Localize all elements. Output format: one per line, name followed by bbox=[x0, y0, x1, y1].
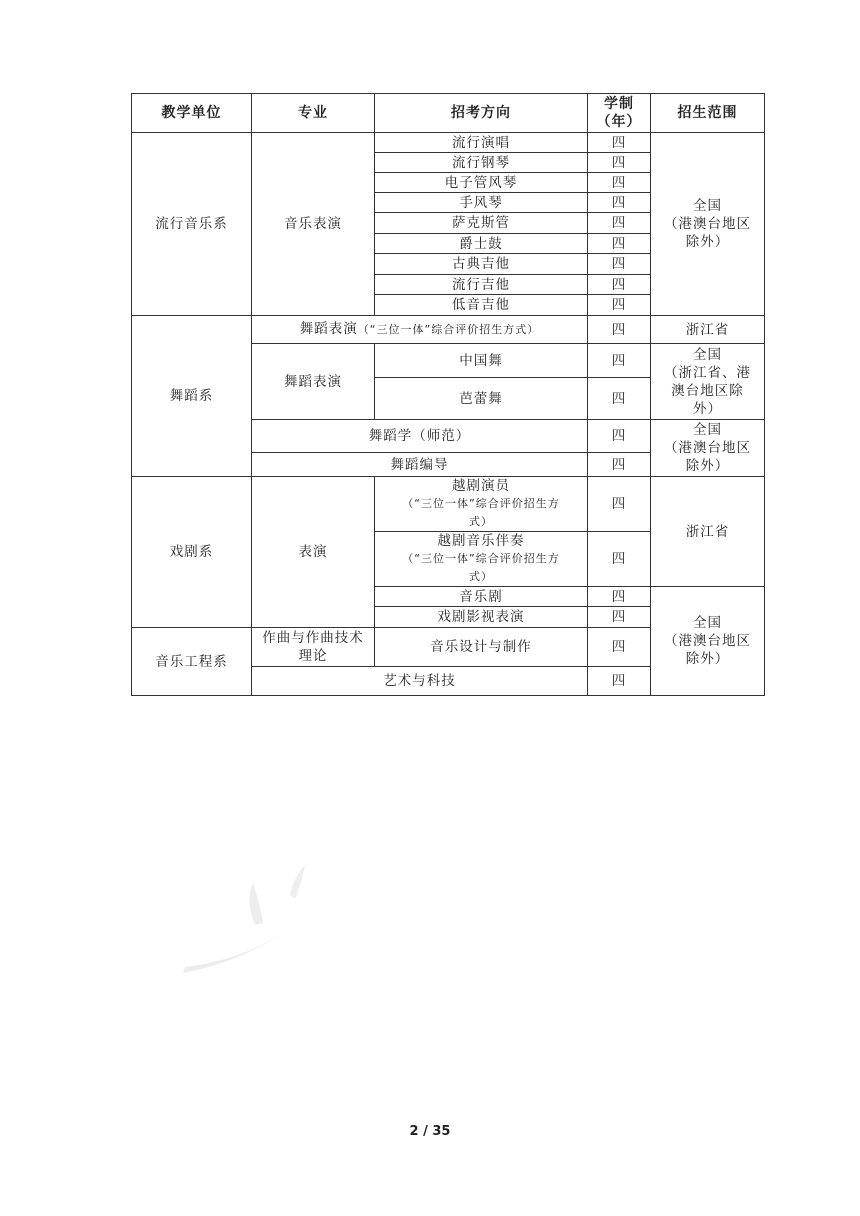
scope-line: 全国 bbox=[693, 615, 722, 631]
scope-line: （港澳台地区 bbox=[664, 633, 751, 649]
years-cell: 四 bbox=[588, 153, 651, 173]
scope-line: （浙江省、港 bbox=[664, 364, 751, 381]
years-cell: 四 bbox=[588, 316, 651, 344]
scope-line: 除外） bbox=[685, 651, 730, 667]
header-row bbox=[132, 94, 765, 133]
scope-line: 除外） bbox=[685, 234, 730, 250]
scope-cell bbox=[651, 587, 765, 696]
major-cell bbox=[252, 316, 588, 344]
direction-cell: 音乐设计与制作 bbox=[375, 628, 588, 667]
major-cell: 表演 bbox=[252, 477, 375, 628]
unit-cell: 流行音乐系 bbox=[132, 133, 252, 316]
major-line: 理论 bbox=[298, 648, 328, 664]
direction-note: （“三位一体”综合评价招生方 bbox=[402, 552, 560, 565]
scope-cell bbox=[651, 420, 765, 477]
major-text: 舞蹈表演 bbox=[299, 321, 358, 337]
direction-note: 式） bbox=[469, 515, 493, 528]
table-row bbox=[132, 133, 765, 153]
direction-cell: 流行演唱 bbox=[375, 133, 588, 153]
header-years bbox=[588, 94, 651, 133]
scope-line: （港澳台地区 bbox=[664, 216, 751, 232]
scope-line: 澳台地区除 bbox=[671, 382, 744, 399]
scope-line: 除外） bbox=[685, 458, 730, 474]
direction-cell: 低音吉他 bbox=[375, 295, 588, 316]
direction-cell: 爵士鼓 bbox=[375, 234, 588, 254]
header-major: 专业 bbox=[252, 94, 375, 133]
direction-cell: 流行吉他 bbox=[375, 275, 588, 295]
direction-cell: 古典吉他 bbox=[375, 254, 588, 275]
years-cell: 四 bbox=[588, 193, 651, 213]
table-row bbox=[132, 316, 765, 344]
table-row bbox=[132, 477, 765, 532]
years-cell: 四 bbox=[588, 532, 651, 587]
scope-line: （港澳台地区 bbox=[664, 440, 751, 456]
years-cell: 四 bbox=[588, 344, 651, 378]
direction-cell: 音乐剧 bbox=[375, 587, 588, 607]
header-years-line1: 学制 bbox=[604, 96, 634, 112]
years-cell: 四 bbox=[588, 295, 651, 316]
years-cell: 四 bbox=[588, 213, 651, 234]
header-direction: 招考方向 bbox=[375, 94, 588, 133]
scope-line: 全国 bbox=[693, 346, 722, 363]
major-cell bbox=[252, 628, 375, 667]
major-cell: 音乐表演 bbox=[252, 133, 375, 316]
unit-cell: 舞蹈系 bbox=[132, 316, 252, 477]
direction-cell: 芭蕾舞 bbox=[375, 378, 588, 420]
header-unit: 教学单位 bbox=[132, 94, 252, 133]
years-cell: 四 bbox=[588, 453, 651, 477]
scope-cell bbox=[651, 133, 765, 316]
watermark-brush-icon bbox=[175, 855, 315, 985]
years-cell: 四 bbox=[588, 587, 651, 607]
years-cell: 四 bbox=[588, 667, 651, 696]
major-cell: 舞蹈编导 bbox=[252, 453, 588, 477]
major-note: （“三位一体”综合评价招生方式） bbox=[357, 323, 540, 336]
scope-line: 全国 bbox=[693, 422, 722, 438]
header-scope: 招生范围 bbox=[651, 94, 765, 133]
years-cell: 四 bbox=[588, 628, 651, 667]
direction-note: 式） bbox=[469, 570, 493, 583]
years-cell: 四 bbox=[588, 378, 651, 420]
major-line: 作曲与作曲技术 bbox=[262, 630, 364, 646]
scope-cell: 浙江省 bbox=[651, 316, 765, 344]
unit-cell: 戏剧系 bbox=[132, 477, 252, 628]
major-cell: 艺术与科技 bbox=[252, 667, 588, 696]
years-cell: 四 bbox=[588, 607, 651, 628]
direction-cell bbox=[375, 532, 588, 587]
direction-cell: 流行钢琴 bbox=[375, 153, 588, 173]
years-cell: 四 bbox=[588, 173, 651, 193]
direction-text: 越剧音乐伴奏 bbox=[437, 533, 525, 549]
direction-cell: 中国舞 bbox=[375, 344, 588, 378]
years-cell: 四 bbox=[588, 234, 651, 254]
scope-line: 外） bbox=[693, 400, 722, 417]
scope-cell: 浙江省 bbox=[651, 477, 765, 587]
years-cell: 四 bbox=[588, 254, 651, 275]
scope-cell bbox=[651, 344, 765, 420]
direction-cell bbox=[375, 477, 588, 532]
header-years-line2: （年） bbox=[596, 114, 642, 130]
scope-line: 全国 bbox=[693, 198, 722, 214]
years-cell: 四 bbox=[588, 133, 651, 153]
direction-cell: 电子管风琴 bbox=[375, 173, 588, 193]
major-cell: 舞蹈表演 bbox=[252, 344, 375, 420]
direction-cell: 戏剧影视表演 bbox=[375, 607, 588, 628]
years-cell: 四 bbox=[588, 477, 651, 532]
years-cell: 四 bbox=[588, 420, 651, 453]
direction-cell: 萨克斯管 bbox=[375, 213, 588, 234]
page-number: 2 / 35 bbox=[409, 1124, 451, 1139]
major-cell: 舞蹈学（师范） bbox=[252, 420, 588, 453]
direction-note: （“三位一体”综合评价招生方 bbox=[402, 497, 560, 510]
enrollment-table bbox=[131, 93, 765, 696]
direction-cell: 手风琴 bbox=[375, 193, 588, 213]
unit-cell: 音乐工程系 bbox=[132, 628, 252, 696]
years-cell: 四 bbox=[588, 275, 651, 295]
direction-text: 越剧演员 bbox=[452, 478, 510, 494]
